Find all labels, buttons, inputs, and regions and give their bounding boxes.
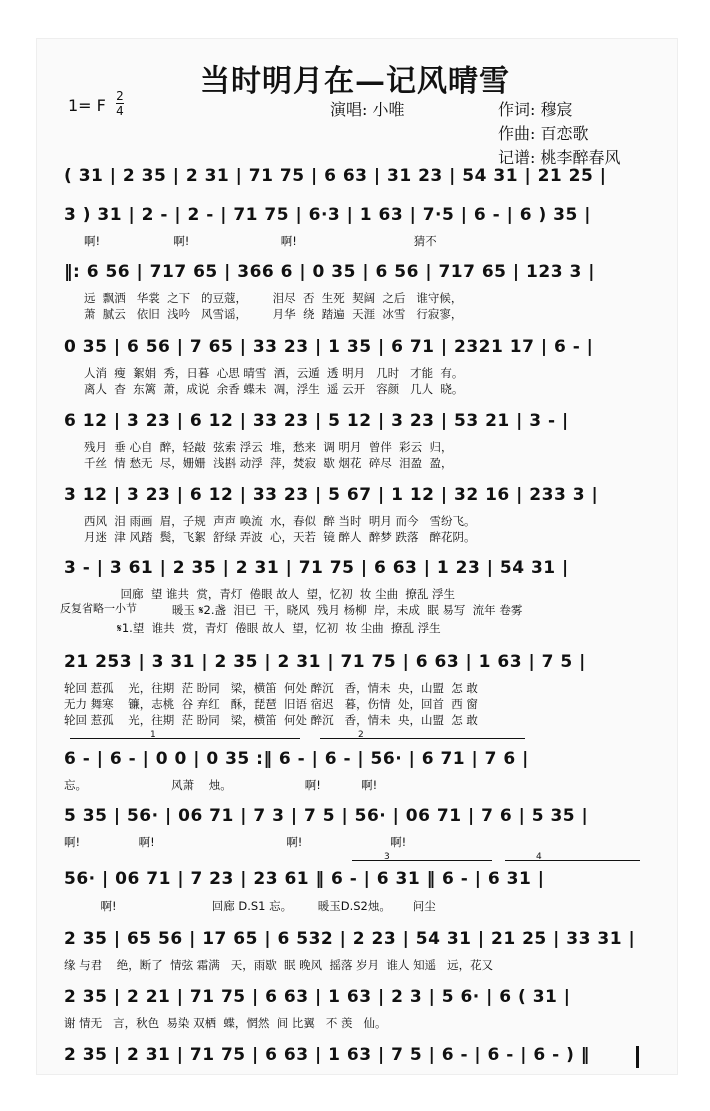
lyric-line: 𝄋1.望 谁共 赏，青灯 倦眼 故人 望，忆初 妆 尘曲 撩乱 浮生 xyxy=(84,621,441,635)
lyric-line: 啊! 啊! 啊! 猜不 xyxy=(84,234,437,248)
notation-line: 2 35 | 2 31 | 71 75 | 6 63 | 1 63 | 7 5 | 6 - | 6 - | 6 - ) ‖ xyxy=(64,1045,590,1065)
volta-4-label: 4 xyxy=(536,852,542,862)
final-barline xyxy=(636,1046,639,1068)
lyric-line: 回廊 望 谁共 赏，青灯 倦眼 故人 望，忆初 妆 尘曲 撩乱 浮生 xyxy=(84,587,456,601)
notation-line: 0 35 | 6 56 | 7 65 | 33 23 | 1 35 | 6 71 | 2321 17 | 6 - | xyxy=(64,337,594,357)
lyric-line: 离人 杳 东篱 萧，成说 余香 蝶未 凋，浮生 遥 云开 容颜 几人 晓。 xyxy=(84,382,464,396)
lyricist-credit: 作词: 穆宸 xyxy=(498,100,573,119)
volta-1-label: 1 xyxy=(150,730,156,740)
notation-line: 6 - | 6 - | 0 0 | 0 35 :‖ 6 - | 6 - | 56· | 6 71 | 7 6 | xyxy=(64,749,529,769)
volta-3-label: 3 xyxy=(384,852,390,862)
time-signature-bottom: 4 xyxy=(116,104,124,118)
volta-bracket-3 xyxy=(352,860,492,861)
notation-line: ‖: 6 56 | 717 65 | 366 6 | 0 35 | 6 56 | 717 65 | 123 3 | xyxy=(64,262,595,282)
notation-line: 3 12 | 3 23 | 6 12 | 33 23 | 5 67 | 1 12 | 32 16 | 233 3 | xyxy=(64,485,599,505)
notation-line: 5 35 | 56· | 06 71 | 7 3 | 7 5 | 56· | 06 71 | 7 6 | 5 35 | xyxy=(64,806,589,826)
volta-2-label: 2 xyxy=(358,730,364,740)
repeat-note: 反复省略一小节 xyxy=(60,602,137,615)
volta-bracket-4 xyxy=(505,860,640,861)
lyric-line: 谢 情无 言，秋色 易染 双栖 蝶，惘然 间 比翼 不 羡 仙。 xyxy=(64,1016,387,1030)
notation-line: ( 31 | 2 35 | 2 31 | 71 75 | 6 63 | 31 23 | 54 31 | 21 25 | xyxy=(64,166,607,186)
singer-credit: 演唱: 小唯 xyxy=(330,100,405,119)
lyric-line: 轮回 惹孤 光，往期 茫 盼同 梁，横笛 何处 醉沉 香，情未 央，山盟 怎 敢 xyxy=(64,681,478,695)
time-signature xyxy=(116,90,124,117)
volta-bracket-1 xyxy=(70,738,300,739)
notation-line: 56· | 06 71 | 7 23 | 23 61 ‖ 6 - | 6 31 ‖ 6 - | 6 31 | xyxy=(64,869,545,889)
time-signature-top: 2 xyxy=(116,89,124,103)
notation-line: 2 35 | 2 21 | 71 75 | 6 63 | 1 63 | 2 3 | 5 6· | 6 ( 31 | xyxy=(64,987,571,1007)
lyric-line: 西风 泪 雨画 眉，子规 声声 唤流 水，春似 醉 当时 明月 而今 雪纷飞。 xyxy=(84,514,476,528)
lyric-line: 残月 垂 心自 醉，轻敲 弦索 浮云 堆，愁来 调 明月 曾伴 彩云 归， xyxy=(84,440,453,454)
lyric-line: 暖玉 𝄋2.盏 泪已 干，晓风 残月 杨柳 岸，未成 眠 易写 流年 卷雾 xyxy=(150,603,523,617)
lyric-line: 人消 瘦 絮娟 秀，日暮 心思 晴雪 酒，云遁 透 明月 几时 才能 有。 xyxy=(84,366,464,380)
lyric-line: 啊! 啊! 啊! 啊! xyxy=(64,835,407,849)
notation-line: 2 35 | 65 56 | 17 65 | 6 532 | 2 23 | 54 31 | 21 25 | 33 31 | xyxy=(64,929,636,949)
notation-line: 6 12 | 3 23 | 6 12 | 33 23 | 5 12 | 3 23 | 53 21 | 3 - | xyxy=(64,411,569,431)
lyric-line: 啊! 回廊 D.S1 忘。 暖玉D.S2烛。 问尘 xyxy=(64,899,436,913)
notation-line: 21 253 | 3 31 | 2 35 | 2 31 | 71 75 | 6 63 | 1 63 | 7 5 | xyxy=(64,652,586,672)
lyric-line: 千丝 情 愁无 尽，姗姗 浅斟 动浮 萍，焚寂 歇 烟花 碎尽 泪盈 盈， xyxy=(84,456,453,470)
notation-line: 3 - | 3 61 | 2 35 | 2 31 | 71 75 | 6 63 | 1 23 | 54 31 | xyxy=(64,558,569,578)
lyric-line: 忘。 风萧 烛。 啊! 啊! xyxy=(64,778,378,792)
lyric-line: 月迷 津 风踏 鬓，飞絮 舒绿 弄波 心，天若 镜 醉人 醉梦 跌落 醉花阴。 xyxy=(84,530,476,544)
composer-credit: 作曲: 百恋歌 xyxy=(498,124,589,143)
transcriber-credit: 记谱: 桃李醉春风 xyxy=(498,148,621,167)
notation-line: 3 ) 31 | 2 - | 2 - | 71 75 | 6·3 | 1 63 | 7·5 | 6 - | 6 ) 35 | xyxy=(64,205,591,225)
song-title: 当时明月在—记风晴雪 xyxy=(200,64,510,99)
volta-bracket-2 xyxy=(320,738,525,739)
lyric-line: 萧 腻云 依旧 浅吟 风雪谣， 月华 绕 踏遍 天涯 冰雪 行寂寥， xyxy=(84,307,463,321)
score-sheet xyxy=(36,38,678,1075)
lyric-line: 远 飘洒 华裳 之下 的豆蔻， 泪尽 否 生死 契阔 之后 谁守候， xyxy=(84,291,463,305)
lyric-line: 无力 舞寒 镰，志桃 谷 弃红 酥，琵琶 旧语 宿迟 暮，伤情 处，回首 西 窗 xyxy=(64,697,478,711)
lyric-line: 缘 与君 绝，断了 情弦 霜满 天，雨歇 眠 晚风 摇落 岁月 谁人 知遥 远，花又 xyxy=(64,958,494,972)
lyric-line: 轮回 惹孤 光，往期 茫 盼同 梁，横笛 何处 醉沉 香，情未 央，山盟 怎 敢 xyxy=(64,713,478,727)
key-signature: 1= F xyxy=(68,96,106,115)
